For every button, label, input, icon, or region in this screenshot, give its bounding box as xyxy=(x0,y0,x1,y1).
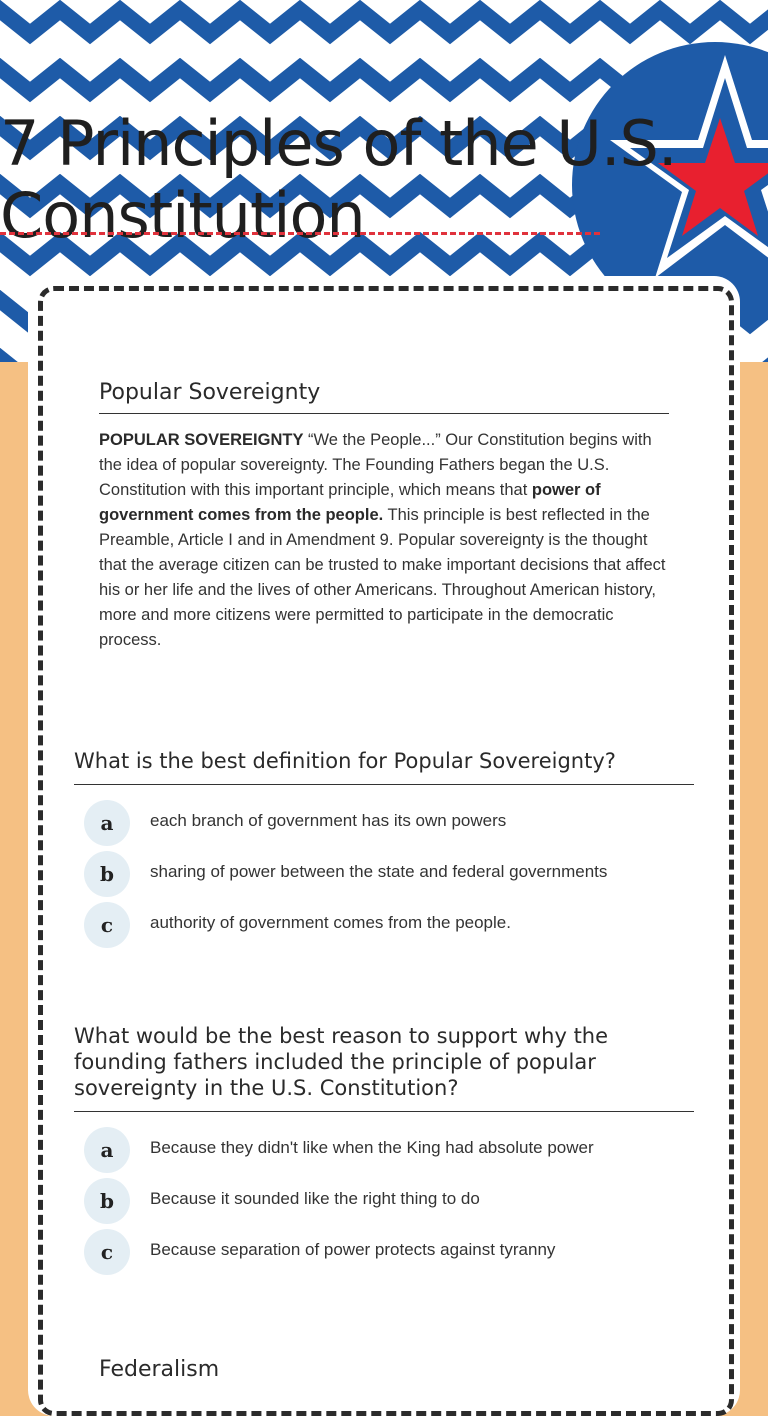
page-title-line1: 7 Principles of the U.S. xyxy=(0,107,677,180)
popular-sovereignty-text xyxy=(99,428,671,653)
section-heading-federalism: Federalism xyxy=(99,1357,220,1382)
option-letter: a xyxy=(84,800,130,846)
text-part-2: This principle is best reflected in the Preamble, Article I and in Amendment 9. Popular sovereignty is the thought that the average citizen can be trusted to make important decisions that affect his or her life and the lives of other Americans. Throughout American history, more and more citizens were permitted to participate in the democratic process. xyxy=(99,506,666,649)
option-letter: b xyxy=(84,851,130,897)
text-part-1: “We the People...” Our Constitution begins with the idea of popular sovereignty. The Founding Fathers began the U.S. Constitution with this important principle, which means that xyxy=(99,431,652,499)
section-heading-popular-sovereignty: Popular Sovereignty xyxy=(99,380,669,414)
question-1-prompt: What is the best definition for Popular Sovereignty? xyxy=(74,748,694,785)
option-text: sharing of power between the state and federal governments xyxy=(150,862,608,881)
option-letter: c xyxy=(84,1229,130,1275)
question-2-option-b[interactable] xyxy=(84,1178,684,1224)
question-1-option-a[interactable] xyxy=(84,800,684,846)
option-text: Because separation of power protects against tyranny xyxy=(150,1240,556,1259)
option-letter: c xyxy=(84,902,130,948)
option-text: Because it sounded like the right thing to do xyxy=(150,1189,480,1208)
question-2-option-c[interactable] xyxy=(84,1229,684,1275)
page-title-line2: Constitution xyxy=(0,179,365,252)
text-bold-mid: power of government comes from the people. xyxy=(99,481,601,524)
option-text: each branch of government has its own powers xyxy=(150,811,507,830)
page-title xyxy=(0,108,677,252)
option-letter: b xyxy=(84,1178,130,1224)
question-2-prompt: What would be the best reason to support why the founding fathers included the principle of popular sovereignty in the U.S. Constitution? xyxy=(74,1023,694,1112)
question-1-option-c[interactable] xyxy=(84,902,684,948)
option-text: authority of government comes from the people. xyxy=(150,913,511,932)
option-letter: a xyxy=(84,1127,130,1173)
title-underline xyxy=(0,232,600,235)
text-bold-lead: POPULAR SOVEREIGNTY xyxy=(99,431,304,449)
question-2-option-a[interactable] xyxy=(84,1127,684,1173)
option-text: Because they didn't like when the King had absolute power xyxy=(150,1138,594,1157)
question-1-option-b[interactable] xyxy=(84,851,684,897)
